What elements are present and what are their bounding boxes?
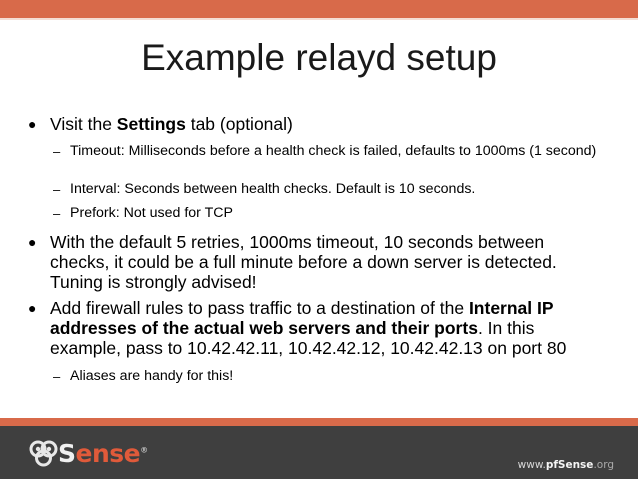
bullet-text: With the default 5 retries, 1000ms timeout, 10 seconds between checks, it could be a full minute before a down server is detected. Tuning is strongly advised! bbox=[50, 232, 557, 292]
bullet-defaults bbox=[28, 232, 590, 292]
sub-bullet-marker: – bbox=[53, 144, 61, 159]
sub-bullet-marker: – bbox=[53, 369, 61, 384]
bullet-text: Add firewall rules to pass traffic to a destination of the bbox=[50, 298, 469, 318]
url-brand: pfSense bbox=[545, 459, 594, 471]
sub-bullet-text: Interval: Seconds between health checks. Default is 10 seconds. bbox=[70, 181, 476, 197]
sub-bullet-timeout bbox=[53, 143, 612, 160]
sub-bullet-marker: – bbox=[53, 182, 61, 197]
bullet-marker: ● bbox=[28, 116, 37, 132]
logo-letters-ense: ense bbox=[75, 438, 141, 468]
sub-bullet-text: Timeout: Milliseconds before a health check is failed, defaults to 1000ms (1 second) bbox=[70, 143, 597, 159]
bullet-firewall bbox=[28, 298, 590, 358]
bullet-marker: ● bbox=[28, 234, 37, 250]
bullet-text: . In this example, pass to 10.42.42.11, 10.42.42.12, 10.42.42.13 on port 80 bbox=[50, 318, 567, 358]
footer-url bbox=[518, 459, 614, 471]
sub-bullet-interval bbox=[53, 181, 612, 198]
sub-bullet-marker: – bbox=[53, 206, 61, 221]
sub-bullet-text: Aliases are handy for this! bbox=[70, 368, 234, 384]
footer bbox=[0, 426, 638, 479]
url-tld: .org bbox=[593, 459, 614, 471]
bullet-bold-text: Settings bbox=[116, 114, 186, 134]
bullet-text: Visit the bbox=[50, 114, 117, 134]
logo-wordmark bbox=[58, 439, 148, 468]
bullet-marker: ● bbox=[28, 300, 37, 316]
pfsense-logo bbox=[28, 436, 148, 470]
sub-bullet-text: Prefork: Not used for TCP bbox=[70, 205, 233, 221]
pfsense-logo-icon bbox=[28, 437, 60, 469]
url-prefix: www. bbox=[517, 459, 546, 471]
sub-bullet-prefork bbox=[53, 205, 612, 222]
bullet-text: tab (optional) bbox=[185, 114, 293, 134]
top-accent-bar bbox=[0, 0, 638, 18]
top-accent-line bbox=[0, 18, 638, 20]
bullet-bold-text: Internal IP addresses of the actual web servers and their ports bbox=[50, 298, 554, 338]
sub-bullet-aliases bbox=[53, 368, 612, 385]
bullet-settings bbox=[28, 114, 606, 134]
logo-letter-s: S bbox=[58, 438, 76, 468]
slide-title: Example relayd setup bbox=[141, 37, 497, 78]
logo-registered-mark: ® bbox=[140, 445, 148, 455]
footer-accent-bar bbox=[0, 418, 638, 426]
